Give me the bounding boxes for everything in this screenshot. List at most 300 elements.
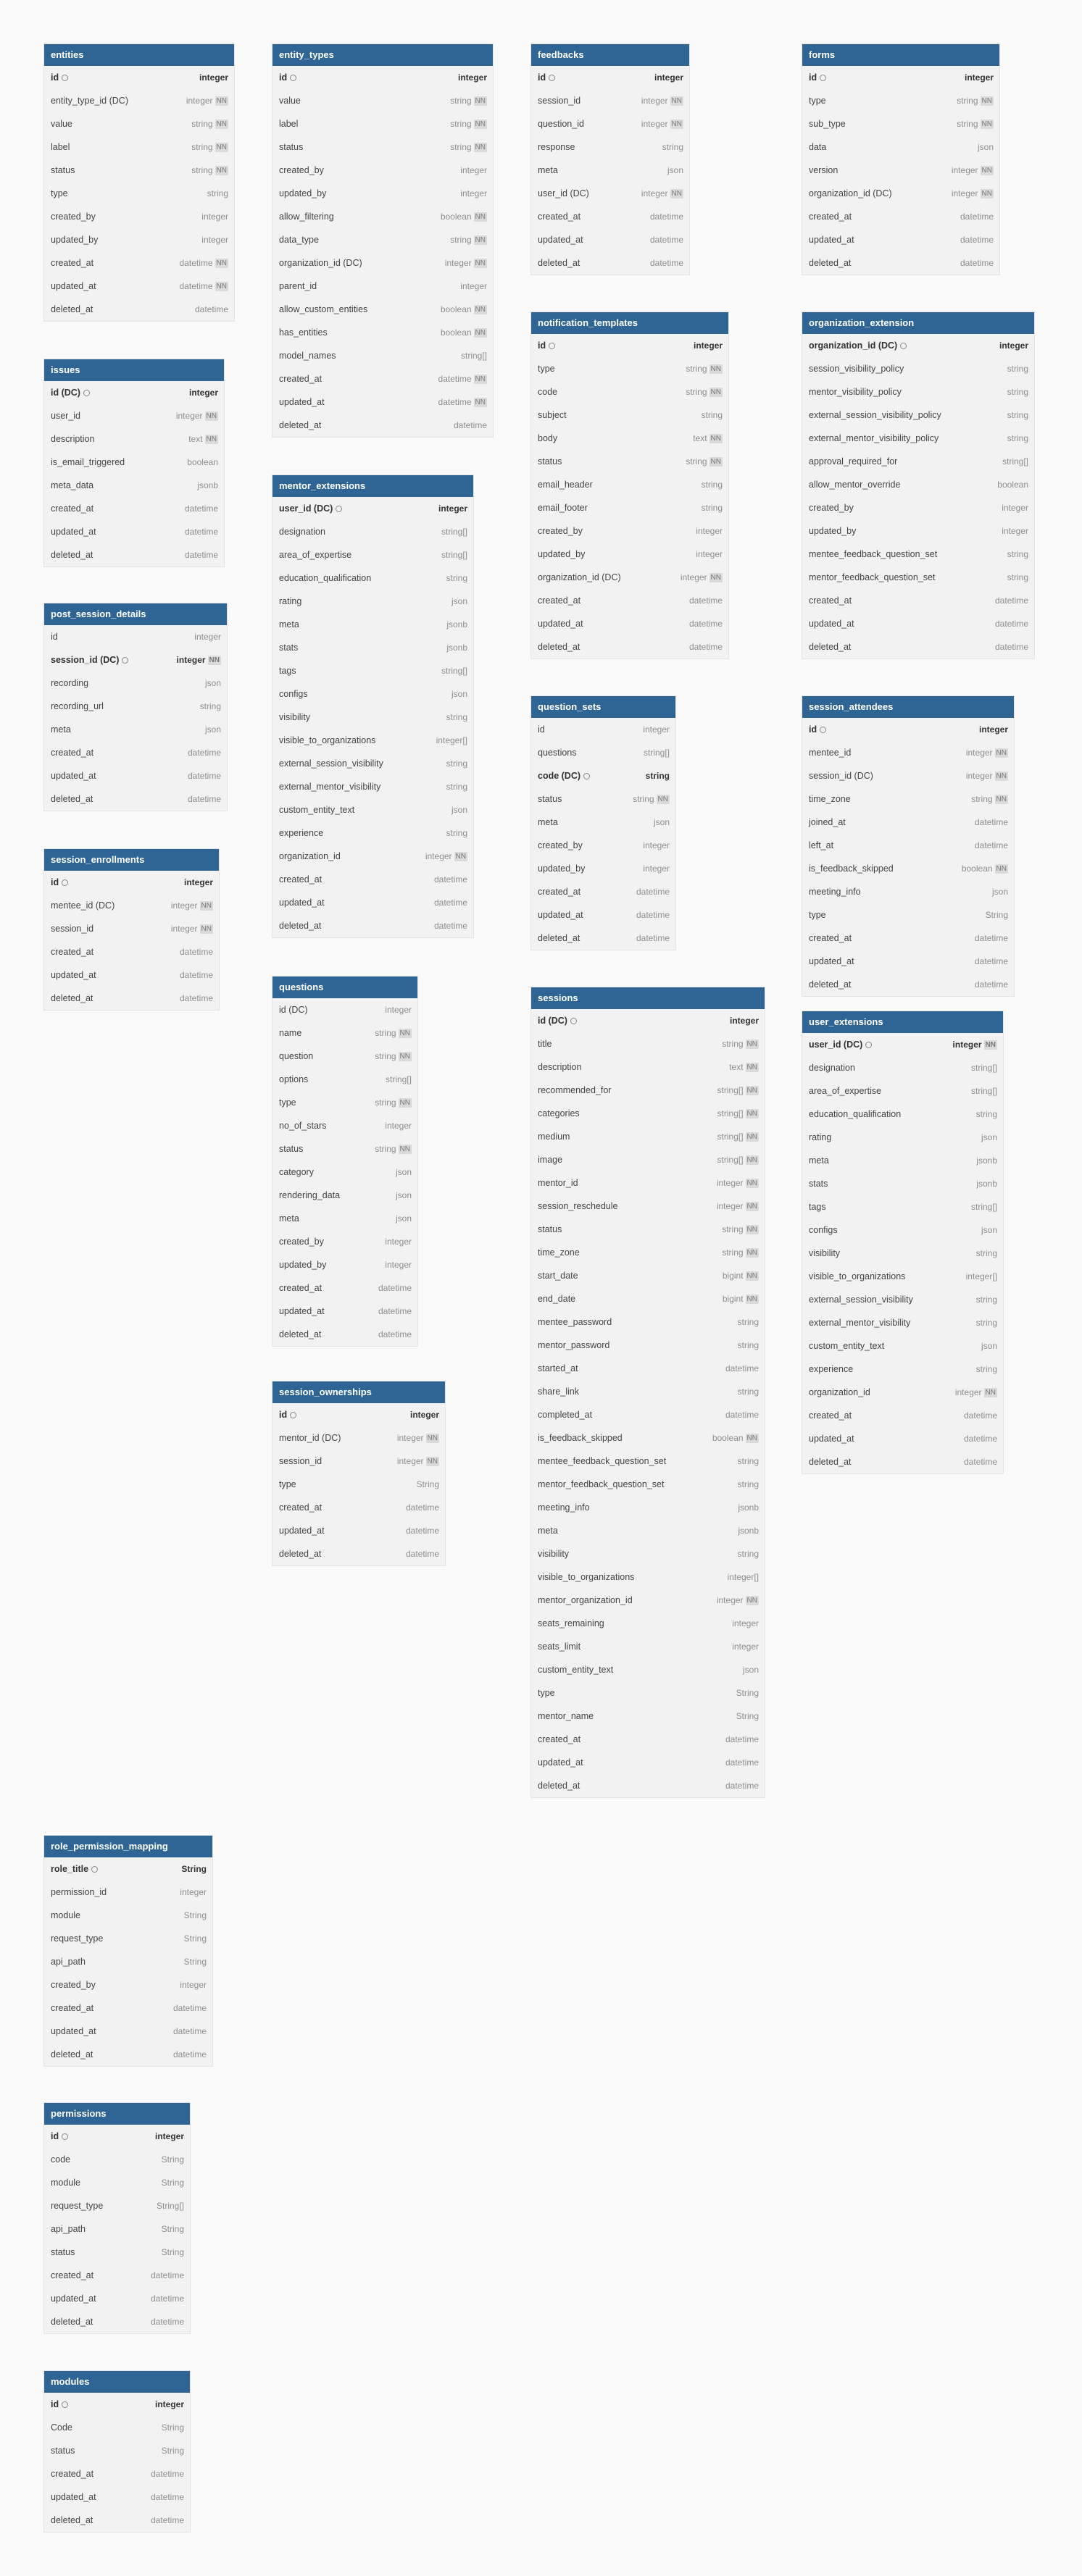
column-row[interactable] [272, 706, 473, 729]
column-row[interactable] [272, 112, 493, 135]
column-row[interactable] [272, 1519, 445, 1542]
column-row[interactable] [44, 741, 227, 764]
column-row[interactable] [44, 1973, 212, 1996]
column-type-text: string [450, 142, 472, 152]
column-name [809, 787, 851, 811]
column-name-text: id (DC) [51, 388, 80, 398]
column-row[interactable] [531, 834, 675, 857]
table-question-sets[interactable] [530, 695, 676, 950]
column-row[interactable] [802, 635, 1034, 658]
column-row[interactable] [802, 718, 1014, 741]
column-row[interactable] [802, 1149, 1003, 1172]
column-row[interactable] [531, 159, 689, 182]
column-row[interactable] [272, 1114, 417, 1137]
column-row[interactable] [44, 497, 224, 520]
not-null-badge: NN [746, 1063, 757, 1072]
column-row[interactable] [272, 998, 417, 1021]
column-row[interactable] [44, 648, 227, 672]
column-row[interactable] [272, 659, 473, 682]
column-row[interactable] [531, 718, 675, 741]
column-row[interactable] [802, 903, 1014, 927]
column-name [51, 381, 90, 404]
column-row[interactable] [531, 1612, 765, 1635]
column-name [279, 1450, 322, 1473]
column-row[interactable] [531, 1125, 765, 1148]
column-row[interactable] [44, 2171, 190, 2194]
column-row[interactable] [802, 1311, 1003, 1334]
column-row[interactable] [531, 1496, 765, 1519]
column-row[interactable] [531, 228, 689, 251]
column-row[interactable] [44, 1996, 212, 2020]
column-row[interactable] [531, 1635, 765, 1658]
table-role-permission-mapping[interactable] [43, 1835, 213, 2067]
column-row[interactable] [531, 496, 728, 519]
column-row[interactable] [531, 1705, 765, 1728]
table-title[interactable]: notification_templates [531, 312, 728, 334]
column-row[interactable] [272, 636, 473, 659]
column-row[interactable] [44, 2485, 190, 2509]
column-row[interactable] [802, 1404, 1003, 1427]
column-row[interactable] [272, 1253, 417, 1276]
column-row[interactable] [272, 1207, 417, 1230]
column-row[interactable] [272, 590, 473, 613]
column-type [188, 764, 221, 787]
column-type [689, 635, 723, 658]
table-session-attendees[interactable] [802, 695, 1015, 997]
column-row[interactable] [531, 1009, 765, 1032]
column-row[interactable] [531, 857, 675, 880]
column-row[interactable] [272, 520, 473, 543]
column-row[interactable] [802, 764, 1014, 787]
column-row[interactable] [44, 672, 227, 695]
column-row[interactable] [531, 764, 675, 787]
column-row[interactable] [44, 894, 219, 917]
column-row[interactable] [531, 1310, 765, 1334]
column-row[interactable] [531, 1565, 765, 1589]
column-row[interactable] [44, 2287, 190, 2310]
column-name [51, 1973, 96, 1996]
column-row[interactable] [272, 228, 493, 251]
table-title[interactable]: permissions [44, 2103, 190, 2125]
column-row[interactable] [44, 2310, 190, 2333]
column-row[interactable] [802, 89, 999, 112]
column-row[interactable] [44, 2194, 190, 2217]
column-row[interactable] [44, 112, 234, 135]
column-row[interactable] [802, 228, 999, 251]
column-row[interactable] [531, 1774, 765, 1797]
column-row[interactable] [272, 1542, 445, 1565]
column-row[interactable] [44, 2509, 190, 2532]
column-row[interactable] [802, 1103, 1003, 1126]
column-row[interactable] [272, 159, 493, 182]
column-row[interactable] [802, 450, 1034, 473]
column-row[interactable] [531, 1079, 765, 1102]
column-row[interactable] [44, 451, 224, 474]
column-row[interactable] [531, 1542, 765, 1565]
column-row[interactable] [531, 927, 675, 950]
column-row[interactable] [44, 205, 234, 228]
column-row[interactable] [272, 1403, 445, 1426]
column-row[interactable] [531, 589, 728, 612]
column-row[interactable] [272, 414, 493, 437]
column-row[interactable] [44, 1950, 212, 1973]
column-row[interactable] [44, 871, 219, 894]
column-row[interactable] [531, 787, 675, 811]
column-row[interactable] [272, 1426, 445, 1450]
column-row[interactable] [272, 1021, 417, 1045]
column-name [538, 519, 583, 543]
column-row[interactable] [531, 1728, 765, 1751]
column-row[interactable] [272, 321, 493, 344]
column-row[interactable] [44, 381, 224, 404]
column-row[interactable] [272, 344, 493, 367]
column-type-text: datetime [974, 840, 1008, 850]
column-row[interactable] [44, 2393, 190, 2416]
column-row[interactable] [802, 1195, 1003, 1218]
table-title[interactable]: session_enrollments [44, 849, 219, 871]
column-row[interactable] [531, 1473, 765, 1496]
column-row[interactable] [272, 1184, 417, 1207]
column-row[interactable] [531, 1426, 765, 1450]
table-title[interactable]: mentor_extensions [272, 475, 473, 497]
column-row[interactable] [802, 834, 1014, 857]
column-row[interactable] [272, 729, 473, 752]
column-row[interactable] [531, 66, 689, 89]
table-title[interactable]: forms [802, 44, 999, 66]
column-row[interactable] [44, 940, 219, 963]
column-row[interactable] [272, 1045, 417, 1068]
column-row[interactable] [44, 2125, 190, 2148]
column-row[interactable] [802, 1056, 1003, 1079]
column-row[interactable] [802, 1242, 1003, 1265]
column-row[interactable] [802, 380, 1034, 403]
column-row[interactable] [44, 135, 234, 159]
column-row[interactable] [531, 1589, 765, 1612]
column-row[interactable] [531, 519, 728, 543]
column-row[interactable] [44, 2462, 190, 2485]
column-row[interactable] [531, 89, 689, 112]
column-row[interactable] [272, 682, 473, 706]
table-title[interactable]: sessions [531, 987, 765, 1009]
column-row[interactable] [802, 1427, 1003, 1450]
column-row[interactable] [272, 367, 493, 390]
column-row[interactable] [272, 1496, 445, 1519]
table-title[interactable]: feedbacks [531, 44, 689, 66]
column-row[interactable] [272, 1473, 445, 1496]
column-name-text: id [51, 2399, 59, 2409]
column-row[interactable] [531, 880, 675, 903]
column-row[interactable] [531, 1218, 765, 1241]
column-row[interactable] [272, 914, 473, 937]
column-row[interactable] [802, 927, 1014, 950]
column-row[interactable] [44, 2416, 190, 2439]
column-row[interactable] [802, 1218, 1003, 1242]
column-row[interactable] [44, 427, 224, 451]
table-issues[interactable] [43, 359, 225, 567]
column-row[interactable] [802, 182, 999, 205]
column-row[interactable] [272, 66, 493, 89]
column-row[interactable] [802, 496, 1034, 519]
column-row[interactable] [272, 845, 473, 868]
table-title[interactable]: session_ownerships [272, 1381, 445, 1403]
column-row[interactable] [44, 2241, 190, 2264]
table-title[interactable]: modules [44, 2371, 190, 2393]
table-title[interactable]: issues [44, 359, 224, 381]
column-row[interactable] [531, 1241, 765, 1264]
column-row[interactable] [531, 1403, 765, 1426]
column-row[interactable] [44, 543, 224, 566]
table-title[interactable]: entity_types [272, 44, 493, 66]
table-mentor-extensions[interactable] [272, 474, 474, 938]
column-row[interactable] [802, 880, 1014, 903]
column-row[interactable] [44, 787, 227, 811]
column-row[interactable] [44, 520, 224, 543]
column-row[interactable] [44, 1857, 212, 1881]
column-row[interactable] [531, 1287, 765, 1310]
column-row[interactable] [802, 1381, 1003, 1404]
column-row[interactable] [802, 1172, 1003, 1195]
column-row[interactable] [531, 1102, 765, 1125]
column-row[interactable] [531, 1055, 765, 1079]
column-row[interactable] [44, 275, 234, 298]
column-row[interactable] [272, 1230, 417, 1253]
column-row[interactable] [272, 497, 473, 520]
column-name [809, 612, 854, 635]
column-row[interactable] [531, 1148, 765, 1171]
column-row[interactable] [44, 2148, 190, 2171]
table-title[interactable]: questions [272, 977, 417, 998]
table-questions[interactable] [272, 976, 418, 1347]
column-row[interactable] [44, 963, 219, 987]
column-row[interactable] [44, 917, 219, 940]
column-row[interactable] [802, 334, 1034, 357]
table-title[interactable]: entities [44, 44, 234, 66]
table-sessions[interactable] [530, 987, 765, 1798]
column-row[interactable] [531, 1357, 765, 1380]
column-row[interactable] [802, 519, 1034, 543]
column-row[interactable] [44, 2020, 212, 2043]
column-row[interactable] [44, 2264, 190, 2287]
column-type [644, 741, 670, 764]
column-row[interactable] [44, 2217, 190, 2241]
column-row[interactable] [802, 741, 1014, 764]
column-row[interactable] [802, 787, 1014, 811]
column-row[interactable] [44, 159, 234, 182]
column-row[interactable] [531, 903, 675, 927]
table-post-session-details[interactable] [43, 603, 228, 811]
column-row[interactable] [272, 543, 473, 566]
column-row[interactable] [44, 89, 234, 112]
table-title[interactable]: role_permission_mapping [44, 1836, 212, 1857]
column-row[interactable] [531, 380, 728, 403]
column-name-text: deleted_at [51, 794, 93, 804]
column-name [51, 871, 68, 894]
column-name [538, 1728, 580, 1751]
column-row[interactable] [531, 135, 689, 159]
column-row[interactable] [802, 66, 999, 89]
table-title[interactable]: post_session_details [44, 603, 227, 625]
column-type [441, 321, 487, 344]
table-organization-extension[interactable] [802, 311, 1035, 659]
column-row[interactable] [531, 612, 728, 635]
column-row[interactable] [44, 764, 227, 787]
table-permissions[interactable] [43, 2102, 191, 2334]
column-name [538, 1125, 570, 1148]
column-name [809, 1334, 884, 1358]
column-row[interactable] [44, 1904, 212, 1927]
column-row[interactable] [802, 566, 1034, 589]
column-row[interactable] [272, 566, 473, 590]
column-row[interactable] [531, 1032, 765, 1055]
column-row[interactable] [272, 182, 493, 205]
column-row[interactable] [272, 1300, 417, 1323]
column-row[interactable] [802, 543, 1034, 566]
column-type [976, 1149, 997, 1172]
column-row[interactable] [531, 473, 728, 496]
column-row[interactable] [802, 612, 1034, 635]
column-row[interactable] [531, 357, 728, 380]
column-row[interactable] [802, 811, 1014, 834]
column-row[interactable] [802, 112, 999, 135]
column-row[interactable] [802, 1334, 1003, 1358]
column-row[interactable] [44, 695, 227, 718]
column-row[interactable] [531, 1264, 765, 1287]
column-row[interactable] [802, 1126, 1003, 1149]
column-row[interactable] [44, 182, 234, 205]
column-name [809, 89, 826, 112]
column-row[interactable] [531, 566, 728, 589]
column-row[interactable] [802, 1079, 1003, 1103]
column-row[interactable] [44, 625, 227, 648]
column-row[interactable] [531, 1450, 765, 1473]
column-row[interactable] [802, 1265, 1003, 1288]
column-row[interactable] [272, 1276, 417, 1300]
column-row[interactable] [272, 1137, 417, 1161]
column-row[interactable] [531, 334, 728, 357]
column-row[interactable] [802, 427, 1034, 450]
column-row[interactable] [531, 1171, 765, 1195]
column-row[interactable] [272, 275, 493, 298]
column-row[interactable] [44, 298, 234, 321]
column-row[interactable] [802, 857, 1014, 880]
table-title[interactable]: user_extensions [802, 1011, 1003, 1033]
column-row[interactable] [44, 404, 224, 427]
column-row[interactable] [802, 1033, 1003, 1056]
column-row[interactable] [802, 205, 999, 228]
column-row[interactable] [44, 2439, 190, 2462]
column-row[interactable] [272, 891, 473, 914]
column-name [51, 1857, 98, 1881]
column-row[interactable] [802, 159, 999, 182]
column-row[interactable] [272, 1450, 445, 1473]
column-row[interactable] [802, 1358, 1003, 1381]
column-row[interactable] [531, 205, 689, 228]
table-modules[interactable] [43, 2370, 191, 2533]
column-row[interactable] [531, 1195, 765, 1218]
column-row[interactable] [272, 821, 473, 845]
table-entity-types[interactable] [272, 43, 494, 438]
column-row[interactable] [44, 718, 227, 741]
table-feedbacks[interactable] [530, 43, 690, 275]
column-row[interactable] [272, 89, 493, 112]
column-row[interactable] [531, 741, 675, 764]
column-row[interactable] [272, 613, 473, 636]
column-row[interactable] [44, 987, 219, 1010]
column-row[interactable] [531, 1380, 765, 1403]
column-row[interactable] [44, 2043, 212, 2066]
column-row[interactable] [531, 1519, 765, 1542]
column-row[interactable] [272, 135, 493, 159]
column-row[interactable] [531, 1681, 765, 1705]
column-row[interactable] [802, 135, 999, 159]
table-session-enrollments[interactable] [43, 848, 220, 1011]
column-row[interactable] [272, 205, 493, 228]
table-forms[interactable] [802, 43, 1000, 275]
column-row[interactable] [531, 112, 689, 135]
column-row[interactable] [802, 473, 1034, 496]
column-row[interactable] [802, 950, 1014, 973]
column-type [425, 845, 467, 868]
table-entities[interactable] [43, 43, 235, 322]
column-type-text: string [737, 1387, 759, 1397]
column-row[interactable] [44, 474, 224, 497]
column-row[interactable] [802, 589, 1034, 612]
column-row[interactable] [272, 251, 493, 275]
column-row[interactable] [272, 390, 493, 414]
table-notification-templates[interactable] [530, 311, 729, 659]
column-row[interactable] [44, 251, 234, 275]
column-row[interactable] [44, 228, 234, 251]
column-row[interactable] [802, 1450, 1003, 1473]
column-row[interactable] [802, 251, 999, 275]
column-row[interactable] [272, 1091, 417, 1114]
table-user-extensions[interactable] [802, 1011, 1004, 1474]
column-row[interactable] [531, 251, 689, 275]
column-row[interactable] [44, 1881, 212, 1904]
column-row[interactable] [531, 450, 728, 473]
column-row[interactable] [531, 543, 728, 566]
column-name-text: visibility [809, 1248, 841, 1258]
table-title[interactable]: session_attendees [802, 696, 1014, 718]
column-row[interactable] [272, 298, 493, 321]
table-session-ownerships[interactable] [272, 1381, 446, 1566]
column-row[interactable] [272, 1323, 417, 1346]
column-row[interactable] [531, 635, 728, 658]
column-row[interactable] [531, 811, 675, 834]
column-row[interactable] [531, 1658, 765, 1681]
column-row[interactable] [272, 798, 473, 821]
column-row[interactable] [802, 403, 1034, 427]
table-title[interactable]: question_sets [531, 696, 675, 718]
column-row[interactable] [531, 1334, 765, 1357]
column-type [378, 1276, 412, 1300]
column-row[interactable] [272, 1068, 417, 1091]
column-row[interactable] [272, 1161, 417, 1184]
column-row[interactable] [531, 182, 689, 205]
column-row[interactable] [802, 1288, 1003, 1311]
column-row[interactable] [531, 403, 728, 427]
column-row[interactable] [272, 752, 473, 775]
column-row[interactable] [272, 868, 473, 891]
column-row[interactable] [802, 973, 1014, 996]
column-row[interactable] [272, 775, 473, 798]
column-row[interactable] [44, 66, 234, 89]
table-title[interactable]: organization_extension [802, 312, 1034, 334]
column-row[interactable] [44, 1927, 212, 1950]
column-row[interactable] [531, 1751, 765, 1774]
column-row[interactable] [802, 357, 1034, 380]
column-row[interactable] [531, 427, 728, 450]
